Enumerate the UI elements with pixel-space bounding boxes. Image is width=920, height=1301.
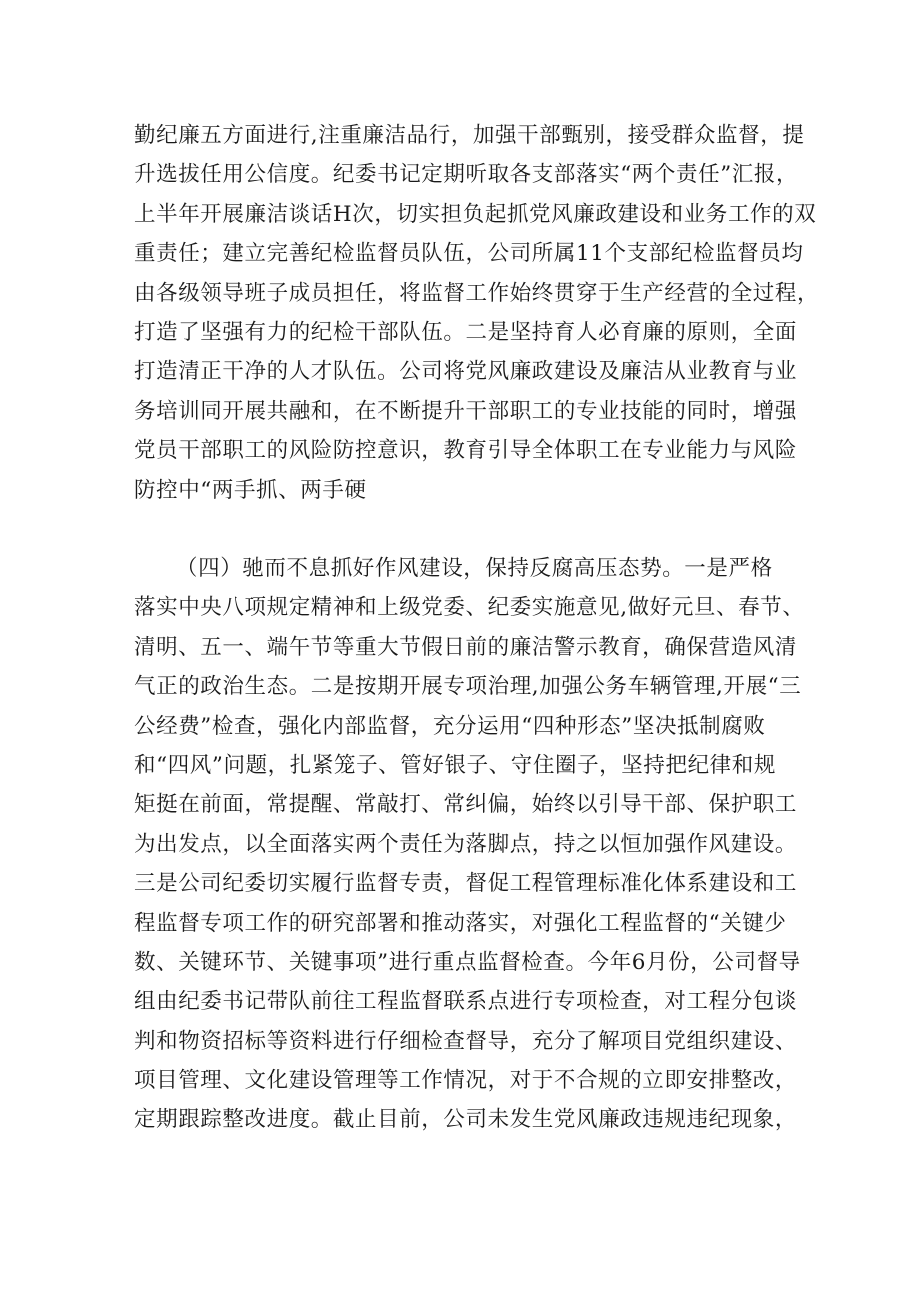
paragraph-line: 升选拔任用公信度。纪委书记定期听取各支部落实“两个责任”汇报， <box>134 162 799 188</box>
paragraph-line: 定期跟踪整改进度。截止目前，公司未发生党风廉政违规违纪现象， <box>134 1107 798 1133</box>
paragraph-line: 党员干部职工的风险防控意识，教育引导全体职工在专业能力与风险 <box>134 438 798 464</box>
paragraph-line: 勤纪廉五方面进行,注重廉洁品行，加强干部甄别，接受群众监督，提 <box>134 123 805 148</box>
paragraph-1 <box>134 116 820 510</box>
paragraph-line: 打造清正干净的人才队伍。公司将党风廉政建设及廉洁从业教育与业 <box>134 359 798 385</box>
paragraph-line: 矩挺在前面，常提醒、常敲打、常纠偏，始终以引导干部、保护职工 <box>134 792 798 818</box>
paragraph-line: 数、关键环节、关键事项”进行重点监督检查。今年6月份，公司督导 <box>134 949 801 975</box>
paragraph-line: 项目管理、文化建设管理等工作情况，对于不合规的立即安排整改， <box>134 1068 798 1094</box>
paragraph-line: 为出发点，以全面落实两个责任为落脚点，持之以恒加强作风建设。 <box>134 831 798 857</box>
paragraph-line: 防控中“两手抓、两手硬 <box>134 477 367 503</box>
paragraph-line: 三是公司纪委切实履行监督专责，督促工程管理标准化体系建设和工 <box>134 871 798 897</box>
paragraph-line: 判和物资招标等资料进行仔细检查督导，充分了解项目党组织建设、 <box>134 1028 798 1054</box>
paragraph-line: 和“四风”问题，扎紧笼子、管好银子、守住圈子，坚持把纪律和规 <box>134 752 776 778</box>
paragraph-line: 清明、五一、端午节等重大节假日前的廉洁警示教育，确保营造风清 <box>134 634 798 660</box>
paragraph-line: 气正的政治生态。二是按期开展专项治理,加强公务车辆管理,开展“三 <box>134 674 802 700</box>
paragraph-heading-line: （四）驰而不息抓好作风建设，保持反腐高压态势。一是严格 <box>176 556 773 581</box>
paragraph-line: 务培训同开展共融和，在不断提升干部职工的专业技能的同时，增强 <box>134 398 798 424</box>
paragraph-line: 落实中央八项规定精神和上级党委、纪委实施意见,做好元旦、春节、 <box>134 595 805 621</box>
paragraph-line: 重责任；建立完善纪检监督员队伍，公司所属11个支部纪检监督员均 <box>134 241 804 267</box>
paragraph-2 <box>134 549 805 1140</box>
paragraph-line: 程监督专项工作的研究部署和推动落实，对强化工程监督的“关键少 <box>134 910 787 936</box>
paragraph-line: 公经费”检查，强化内部监督，充分运用“四种形态”坚决抵制腐败 <box>134 713 766 739</box>
paragraph-line: 上半年开展廉洁谈话H次，切实担负起抓党风廉政建设和业务工作的双 <box>134 201 817 227</box>
paragraph-line: 打造了坚强有力的纪检干部队伍。二是坚持育人必育廉的原则，全面 <box>134 319 798 345</box>
paragraph-line: 组由纪委书记带队前往工程监督联系点进行专项检查，对工程分包谈 <box>134 989 798 1015</box>
paragraph-line: 由各级领导班子成员担任，将监督工作始终贯穿于生产经营的全过程， <box>134 280 820 306</box>
